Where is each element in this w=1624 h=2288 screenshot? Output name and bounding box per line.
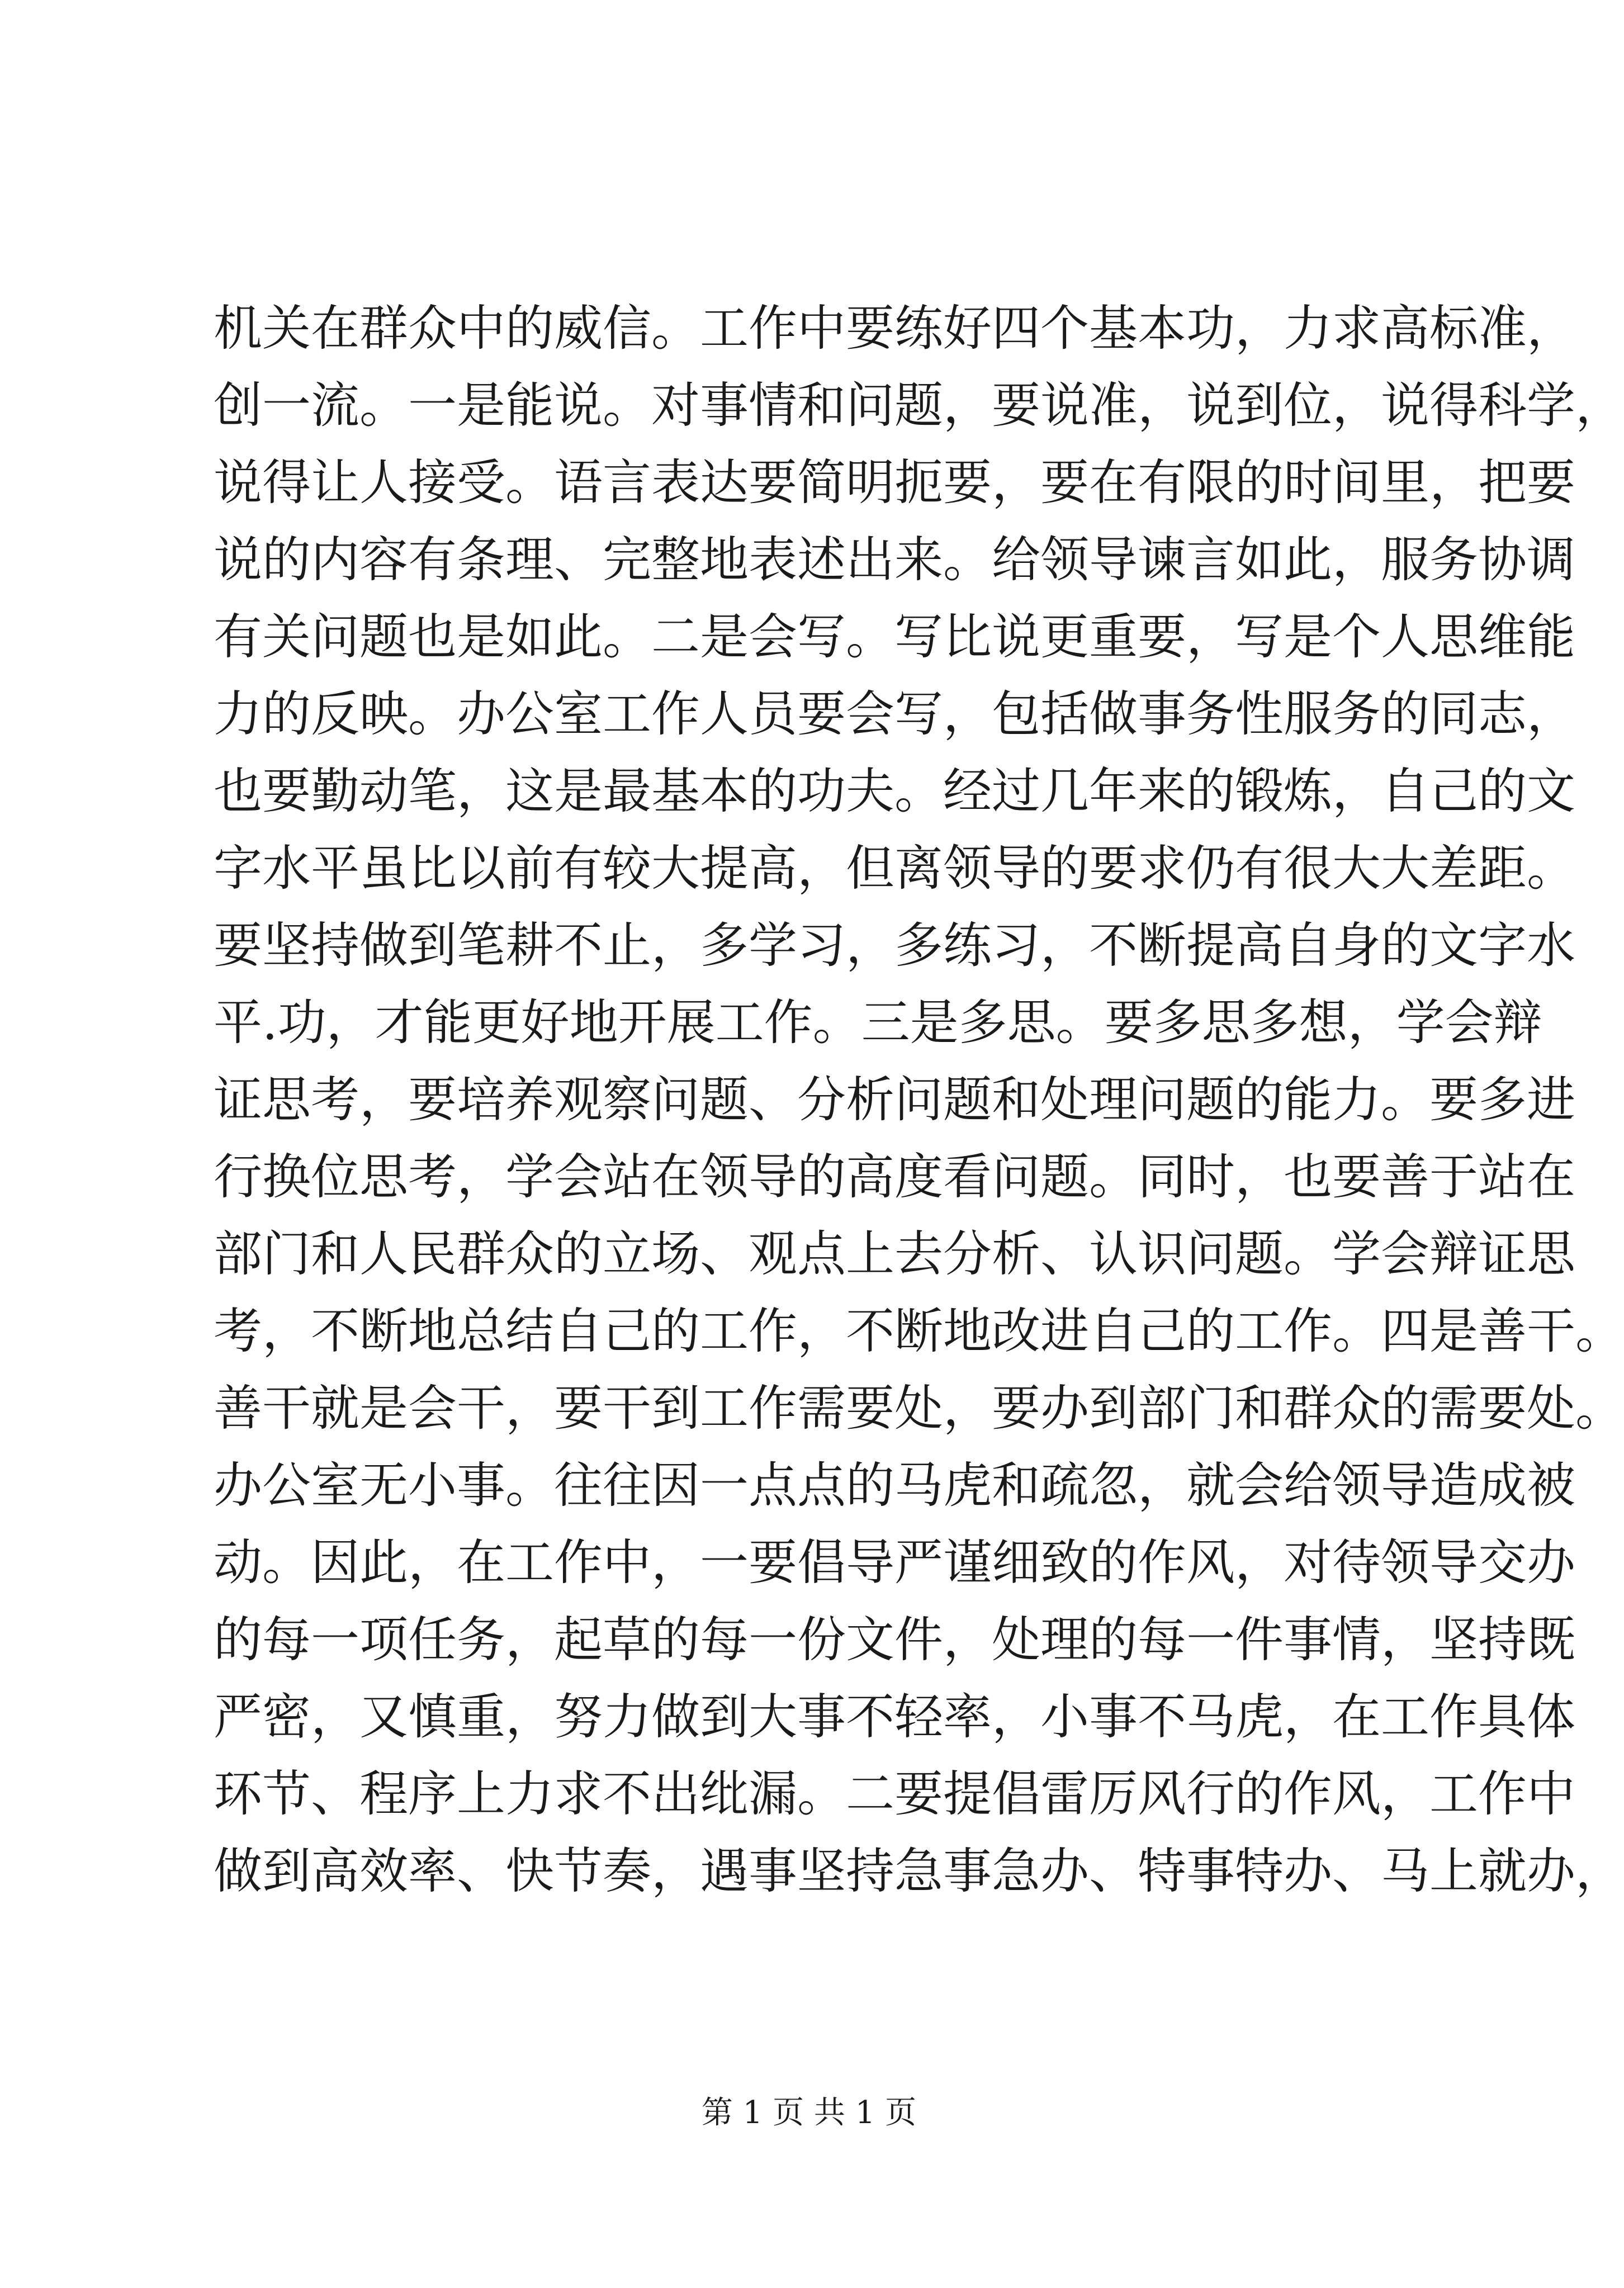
text-line-11: 证思考，要培养观察问题、分析问题和处理问题的能力。要多进 [214, 1071, 1575, 1128]
text-line-21: 做到高效率、快节奏，遇事坚持急事急办、特事特办、马上就办， [214, 1842, 1624, 1899]
text-line-20: 环节、程序上力求不出纰漏。二要提倡雷厉风行的作风，工作中 [214, 1765, 1575, 1822]
page-number-label: 第 1 页 共 1 页 [701, 2095, 917, 2131]
text-line-14: 考，不断地总结自己的工作，不断地改进自己的工作。四是善干。 [214, 1302, 1624, 1359]
text-line-4: 说的内容有条理、完整地表述出来。给领导谏言如此，服务协调 [214, 531, 1575, 588]
text-line-6: 力的反映。办公室工作人员要会写，包括做事务性服务的同志， [214, 685, 1575, 742]
text-line-3: 说得让人接受。语言表达要简明扼要，要在有限的时间里，把要 [214, 454, 1575, 511]
text-line-16: 办公室无小事。往往因一点点的马虎和疏忽，就会给领导造成被 [214, 1457, 1575, 1514]
text-line-1: 机关在群众中的威信。工作中要练好四个基本功，力求高标准， [214, 300, 1575, 357]
text-line-7: 也要勤动笔，这是最基本的功夫。经过几年来的锻炼，自己的文 [214, 762, 1575, 819]
body-text [214, 290, 1624, 1910]
text-line-2: 创一流。一是能说。对事情和问题，要说准，说到位，说得科学， [214, 377, 1624, 434]
text-line-10: 平.功，才能更好地开展工作。三是多思。要多思多想，学会辩 [214, 994, 1542, 1051]
text-line-17: 动。因此，在工作中，一要倡导严谨细致的作风，对待领导交办 [214, 1534, 1575, 1591]
text-line-9: 要坚持做到笔耕不止，多学习，多练习，不断提高自身的文字水 [214, 917, 1575, 974]
text-line-5: 有关问题也是如此。二是会写。写比说更重要，写是个人思维能 [214, 608, 1575, 665]
text-line-19: 严密，又慎重，努力做到大事不轻率，小事不马虎，在工作具体 [214, 1688, 1575, 1745]
text-line-15: 善干就是会干，要干到工作需要处，要办到部门和群众的需要处。 [214, 1380, 1624, 1437]
text-line-13: 部门和人民群众的立场、观点上去分析、认识问题。学会辩证思 [214, 1225, 1575, 1282]
text-line-18: 的每一项任务，起草的每一份文件，处理的每一件事情，坚持既 [214, 1611, 1575, 1668]
text-line-12: 行换位思考，学会站在领导的高度看问题。同时，也要善于站在 [214, 1148, 1575, 1205]
text-line-8: 字水平虽比以前有较大提高，但离领导的要求仍有很大大差距。 [214, 840, 1575, 897]
page-footer [0, 2091, 1618, 2135]
